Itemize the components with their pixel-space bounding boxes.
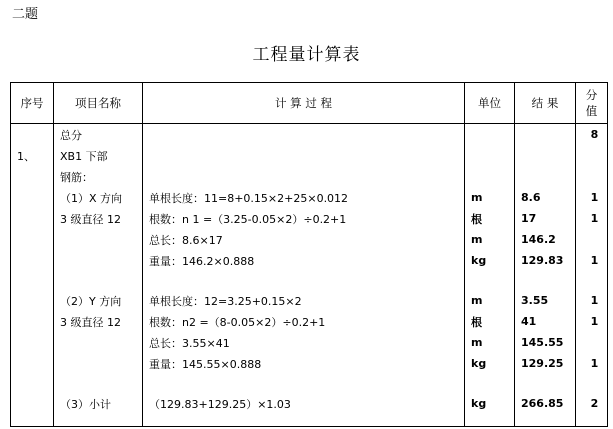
cell-index [11, 166, 54, 187]
cell-unit: kg [465, 393, 515, 414]
cell-unit: m [465, 187, 515, 208]
cell-item: （3）小计 [54, 393, 143, 414]
cell-process: 单根长度：11=8+0.15×2+25×0.012 [143, 187, 465, 208]
cell-result: 129.25 [515, 353, 576, 374]
cell-item: 钢筋： [54, 166, 143, 187]
cell-item: XB1 下部 [54, 145, 143, 166]
table-row [11, 353, 608, 374]
header-unit: 单位 [465, 83, 515, 124]
cell-result: 8.6 [515, 187, 576, 208]
cell-result: 266.85 [515, 393, 576, 414]
cell-item: 3 级直径 12 [54, 208, 143, 229]
table-row [11, 290, 608, 311]
table-row [11, 311, 608, 332]
cell-item [54, 353, 143, 374]
table-row [11, 229, 608, 250]
cell-unit: 根 [465, 311, 515, 332]
document-title: 工程量计算表 [252, 45, 361, 65]
cell-process: 根数：n2 =（8-0.05×2）÷0.2+1 [143, 311, 465, 332]
table-row [11, 208, 608, 229]
cell-unit: m [465, 229, 515, 250]
cell-result: 146.2 [515, 229, 576, 250]
table-row [11, 332, 608, 353]
cell-item: 3 级直径 12 [54, 311, 143, 332]
header-item-name: 项目名称 [54, 83, 143, 124]
cell-score: 8 [576, 124, 608, 146]
cell-process: 重量：146.2×0.888 [143, 250, 465, 271]
cell-item: （2）Y 方向 [54, 290, 143, 311]
header-index: 序号 [11, 83, 54, 124]
cell-index [11, 311, 54, 332]
cell-process [143, 124, 465, 146]
cell-score: 1 [576, 353, 608, 374]
cell-score: 2 [576, 393, 608, 414]
cell-unit [465, 166, 515, 187]
cell-process [143, 145, 465, 166]
cell-process [143, 166, 465, 187]
cell-result: 17 [515, 208, 576, 229]
cell-process: 根数：n 1 =（3.25-0.05×2）÷0.2+1 [143, 208, 465, 229]
header-score-line1: 分 [585, 88, 598, 102]
cell-index [11, 393, 54, 414]
cell-result [515, 145, 576, 166]
cell-item [54, 229, 143, 250]
cell-score [576, 332, 608, 353]
spacer-row [11, 374, 608, 393]
cell-result: 145.55 [515, 332, 576, 353]
cell-result: 129.83 [515, 250, 576, 271]
cell-unit [465, 124, 515, 146]
cell-unit: m [465, 332, 515, 353]
cell-score: 1 [576, 250, 608, 271]
table-row [11, 124, 608, 146]
cell-process: （129.83+129.25）×1.03 [143, 393, 465, 414]
cell-index [11, 124, 54, 146]
cell-index [11, 187, 54, 208]
header-score [576, 83, 608, 124]
cell-index [11, 208, 54, 229]
cell-index [11, 332, 54, 353]
cell-unit [465, 145, 515, 166]
cell-item [54, 250, 143, 271]
cell-index [11, 290, 54, 311]
cell-index: 1、 [11, 145, 54, 166]
table-header-row [11, 83, 608, 124]
header-calculation-process: 计 算 过 程 [143, 83, 465, 124]
cell-result [515, 166, 576, 187]
cell-result [515, 124, 576, 146]
header-score-line2: 值 [585, 104, 598, 118]
cell-score [576, 229, 608, 250]
cell-unit: 根 [465, 208, 515, 229]
cell-process: 总长：8.6×17 [143, 229, 465, 250]
cell-score [576, 166, 608, 187]
cell-result: 41 [515, 311, 576, 332]
calculation-table [10, 82, 608, 427]
cell-index [11, 250, 54, 271]
cell-item [54, 332, 143, 353]
cell-unit: kg [465, 353, 515, 374]
section-label: 二题 [12, 7, 39, 22]
table-row [11, 145, 608, 166]
cell-result: 3.55 [515, 290, 576, 311]
cell-score [576, 145, 608, 166]
cell-item: （1）X 方向 [54, 187, 143, 208]
cell-index [11, 353, 54, 374]
cell-score: 1 [576, 208, 608, 229]
header-result: 结 果 [515, 83, 576, 124]
cell-unit: m [465, 290, 515, 311]
cell-item: 总分 [54, 124, 143, 146]
spacer-row [11, 271, 608, 290]
cell-score: 1 [576, 290, 608, 311]
table-row [11, 166, 608, 187]
cell-score: 1 [576, 311, 608, 332]
table-row [11, 393, 608, 414]
cell-unit: kg [465, 250, 515, 271]
cell-score: 1 [576, 187, 608, 208]
cell-index [11, 229, 54, 250]
cell-process: 总长：3.55×41 [143, 332, 465, 353]
table-row [11, 187, 608, 208]
padding-row [11, 414, 608, 427]
cell-process: 重量：145.55×0.888 [143, 353, 465, 374]
cell-process: 单根长度：12=3.25+0.15×2 [143, 290, 465, 311]
table-row [11, 250, 608, 271]
